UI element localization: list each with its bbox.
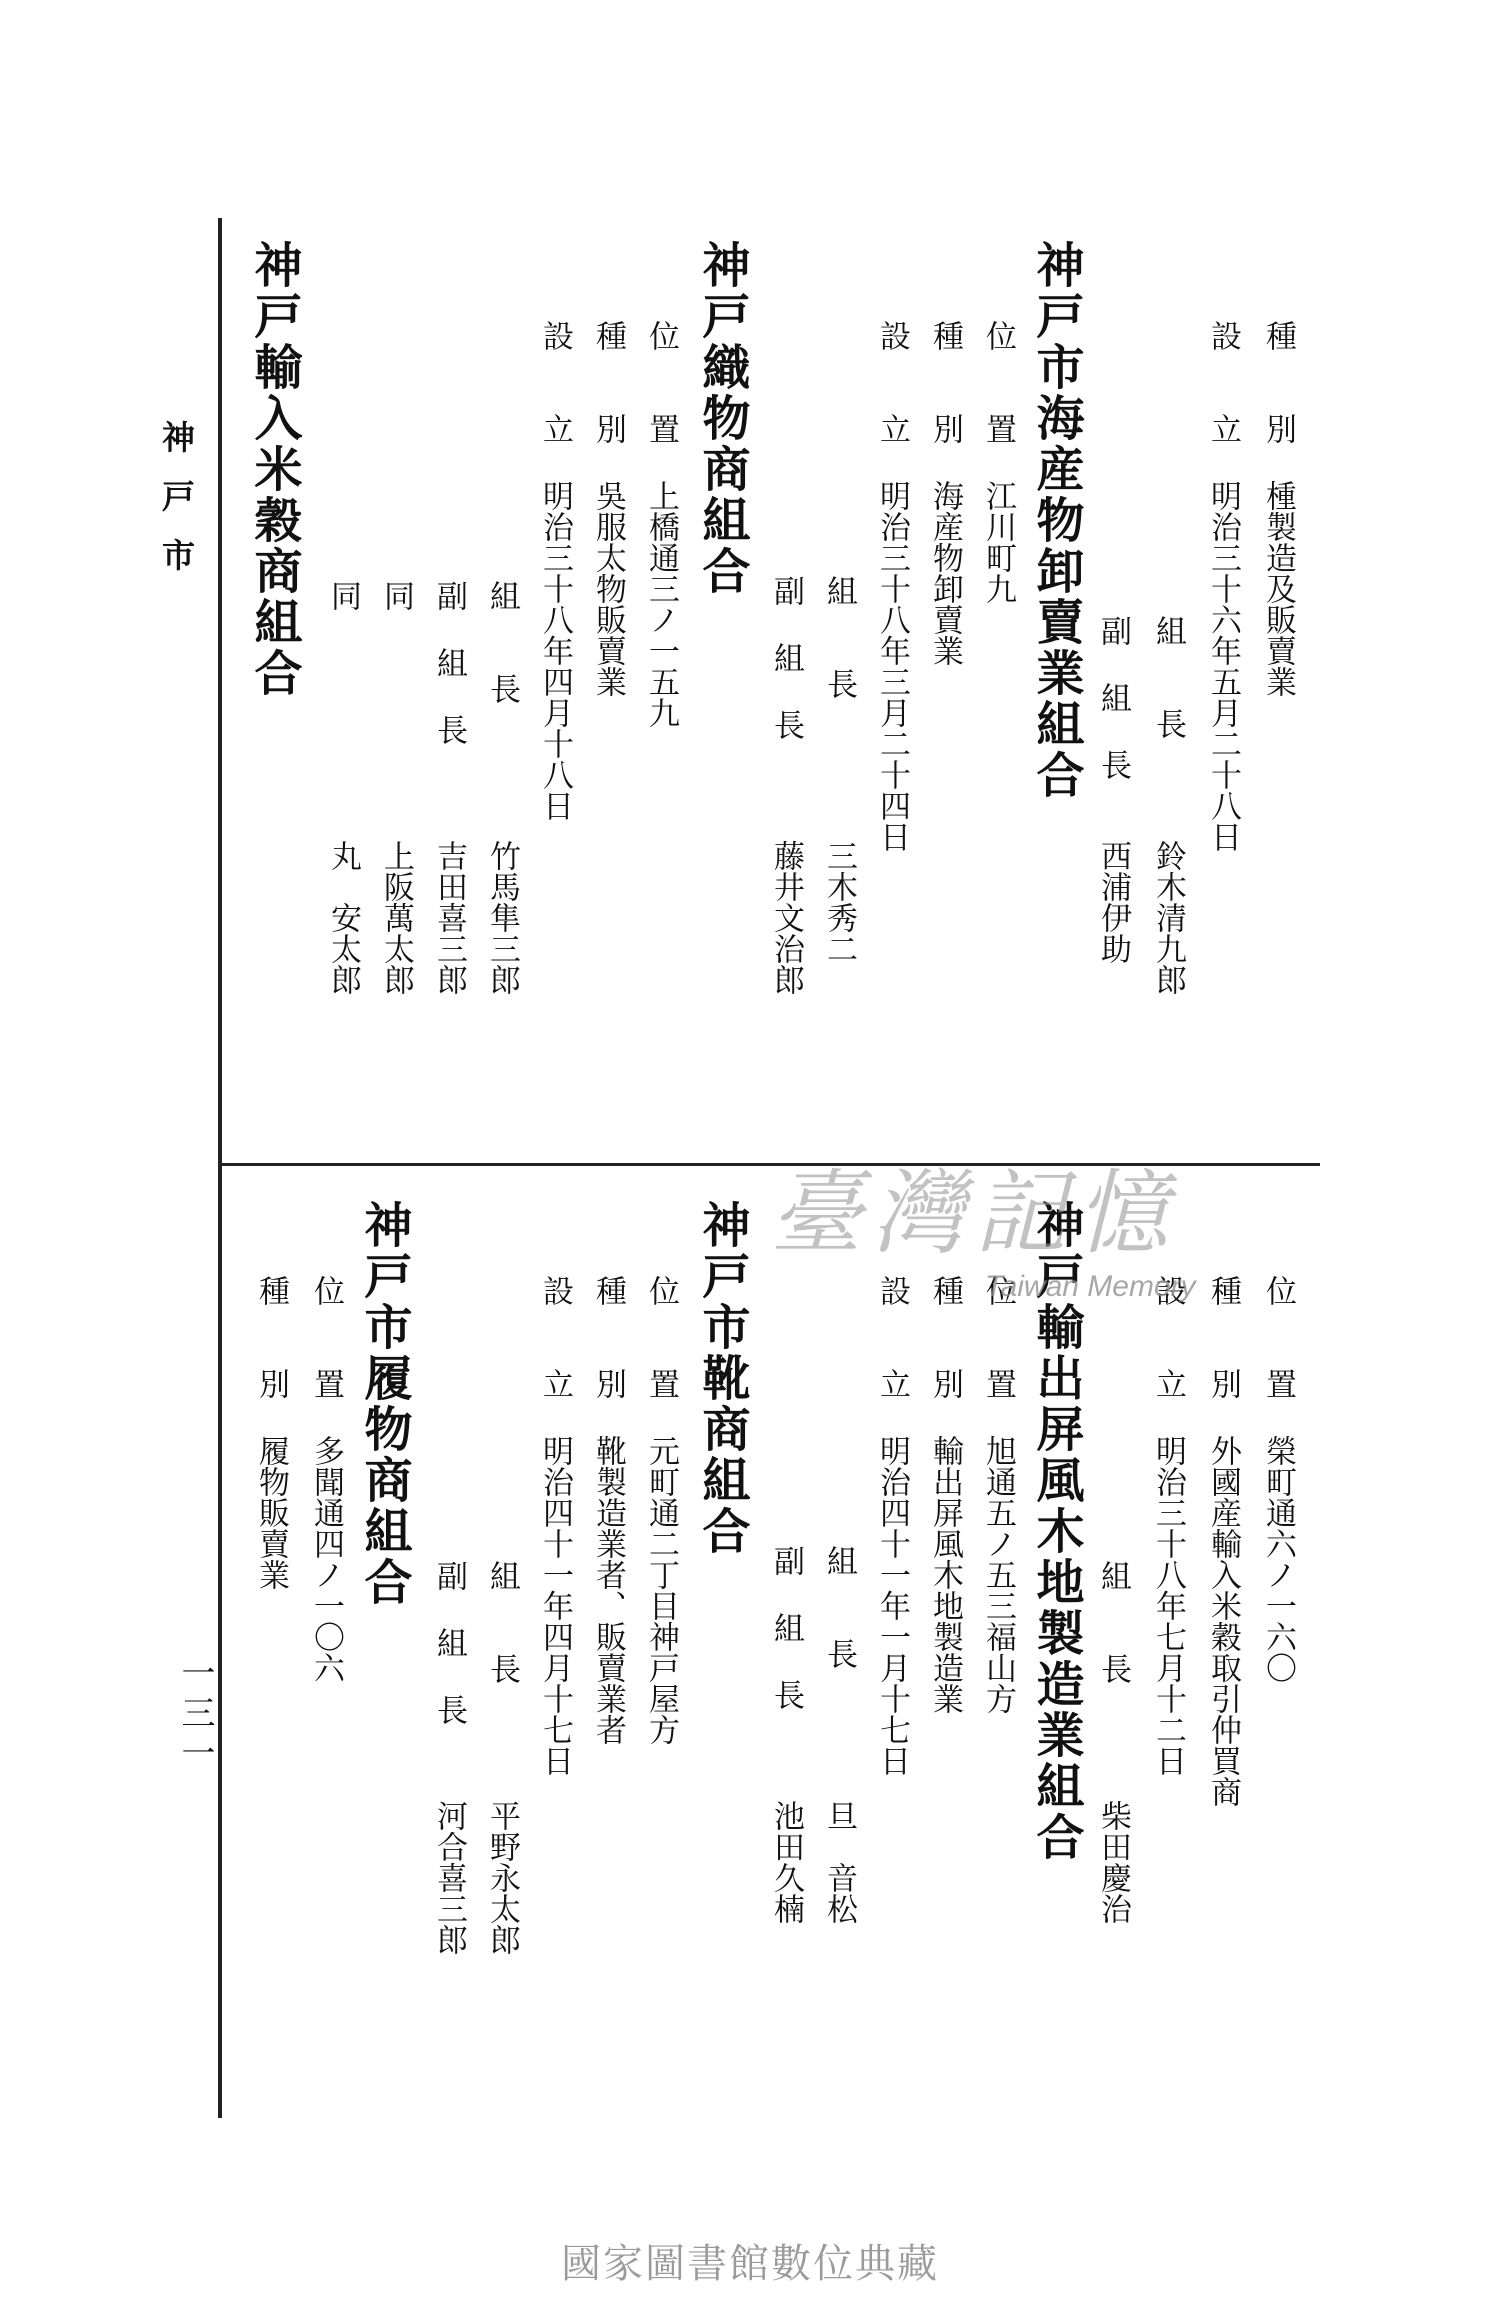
carry-name-1: 鈴木清九郎	[1150, 840, 1186, 995]
textile-role-4: 同	[325, 580, 361, 611]
textile-type-value: 吳服太物販賣業	[590, 480, 626, 697]
textile-title: 神戸織物商組合	[694, 240, 750, 597]
carry-role-2: 副 組 長	[1095, 615, 1131, 780]
shoes-est-value: 明治四十一年四月十七日	[537, 1435, 573, 1776]
screen-title: 神戸輸出屏風木地製造業組合	[1028, 1200, 1084, 1863]
carry-role-1: 組 長	[1150, 615, 1186, 739]
rice-role-1: 組 長	[1095, 1560, 1131, 1684]
seafood-role-2: 副 組 長	[768, 575, 804, 740]
carry-type-label: 種 別	[1260, 320, 1296, 444]
watermark-logo: 臺灣記憶	[770, 1160, 1179, 1267]
textile-name-2: 吉田喜三郎	[431, 840, 467, 995]
running-head: 神戸市	[157, 420, 196, 597]
textile-loc-value: 上橋通三ノ一五九	[643, 480, 679, 728]
seafood-type-value: 海産物卸賣業	[927, 480, 963, 666]
screen-loc-label: 位 置	[980, 1275, 1016, 1399]
footwear-loc-value: 多聞通四ノ一〇六	[308, 1435, 344, 1683]
footwear-title: 神戸市履物商組合	[356, 1200, 412, 1608]
textile-name-4: 丸 安太郎	[325, 840, 361, 995]
screen-type-label: 種 別	[927, 1275, 963, 1399]
footwear-type-label: 種 別	[253, 1275, 289, 1399]
seafood-name-1: 三木秀二	[821, 840, 857, 964]
shoes-name-2: 河合喜三郎	[431, 1800, 467, 1955]
footwear-type-value: 履物販賣業	[253, 1435, 289, 1590]
vertical-rule	[218, 218, 222, 2118]
screen-name-2: 池田久楠	[768, 1800, 804, 1924]
rice-name-1: 柴田慶治	[1095, 1800, 1131, 1924]
seafood-loc-label: 位 置	[980, 320, 1016, 444]
seafood-type-label: 種 別	[927, 320, 963, 444]
rice-type-label: 種 別	[1205, 1275, 1241, 1399]
shoes-loc-value: 元町通二丁目神戸屋方	[643, 1435, 679, 1745]
screen-est-label: 設 立	[874, 1275, 910, 1399]
screen-name-1: 旦 音松	[821, 1800, 857, 1924]
rice-type-value: 外國産輸入米穀取引仲買商	[1205, 1435, 1241, 1807]
rice-est-value: 明治三十八年七月十二日	[1150, 1435, 1186, 1776]
rice-loc-label: 位 置	[1260, 1275, 1296, 1399]
screen-est-value: 明治四十一年一月十七日	[874, 1435, 910, 1776]
shoes-type-value: 靴製造業者、販賣業者	[590, 1435, 626, 1745]
screen-type-value: 輸出屏風木地製造業	[927, 1435, 963, 1714]
textile-name-1: 竹馬隼三郎	[484, 840, 520, 995]
archive-footer: 國家圖書館數位典藏	[561, 2241, 939, 2287]
screen-role-1: 組 長	[821, 1545, 857, 1669]
textile-role-1: 組 長	[484, 580, 520, 704]
carry-est-value: 明治三十六年五月二十八日	[1205, 480, 1241, 852]
textile-est-value: 明治三十八年四月十八日	[537, 480, 573, 821]
carry-type-value: 㮔製造及販賣業	[1260, 480, 1296, 697]
watermark-subtitle: Taiwan Memory	[985, 1270, 1196, 1303]
textile-role-2: 副 組 長	[431, 580, 467, 745]
seafood-role-1: 組 長	[821, 575, 857, 699]
screen-role-2: 副 組 長	[768, 1545, 804, 1710]
textile-type-label: 種 別	[590, 320, 626, 444]
shoes-role-1: 組 長	[484, 1560, 520, 1684]
carry-est-label: 設 立	[1205, 320, 1241, 444]
seafood-est-value: 明治三十八年三月二十四日	[874, 480, 910, 852]
seafood-est-label: 設 立	[874, 320, 910, 444]
textile-role-3: 同	[378, 580, 414, 611]
rice-loc-value: 榮町通六ノ一六〇	[1260, 1435, 1296, 1683]
shoes-type-label: 種 別	[590, 1275, 626, 1399]
seafood-title: 神戸市海産物卸賣業組合	[1028, 240, 1084, 801]
screen-loc-value: 旭通五ノ五三福山方	[980, 1435, 1016, 1714]
carry-name-2: 西浦伊助	[1095, 840, 1131, 964]
seafood-name-2: 藤井文治郎	[768, 840, 804, 995]
shoes-title: 神戸市靴商組合	[694, 1200, 750, 1557]
page-number: 一三一	[175, 1655, 215, 1775]
footwear-loc-label: 位 置	[308, 1275, 344, 1399]
shoes-loc-label: 位 置	[643, 1275, 679, 1399]
shoes-est-label: 設 立	[537, 1275, 573, 1399]
textile-loc-label: 位 置	[643, 320, 679, 444]
textile-name-3: 上阪萬太郎	[378, 840, 414, 995]
shoes-role-2: 副 組 長	[431, 1560, 467, 1725]
shoes-name-1: 平野永太郎	[484, 1800, 520, 1955]
rice-title: 神戸輸入米穀商組合	[246, 240, 302, 699]
seafood-loc-value: 江川町九	[980, 480, 1016, 604]
textile-est-label: 設 立	[537, 320, 573, 444]
rice-est-label: 設 立	[1150, 1275, 1186, 1399]
